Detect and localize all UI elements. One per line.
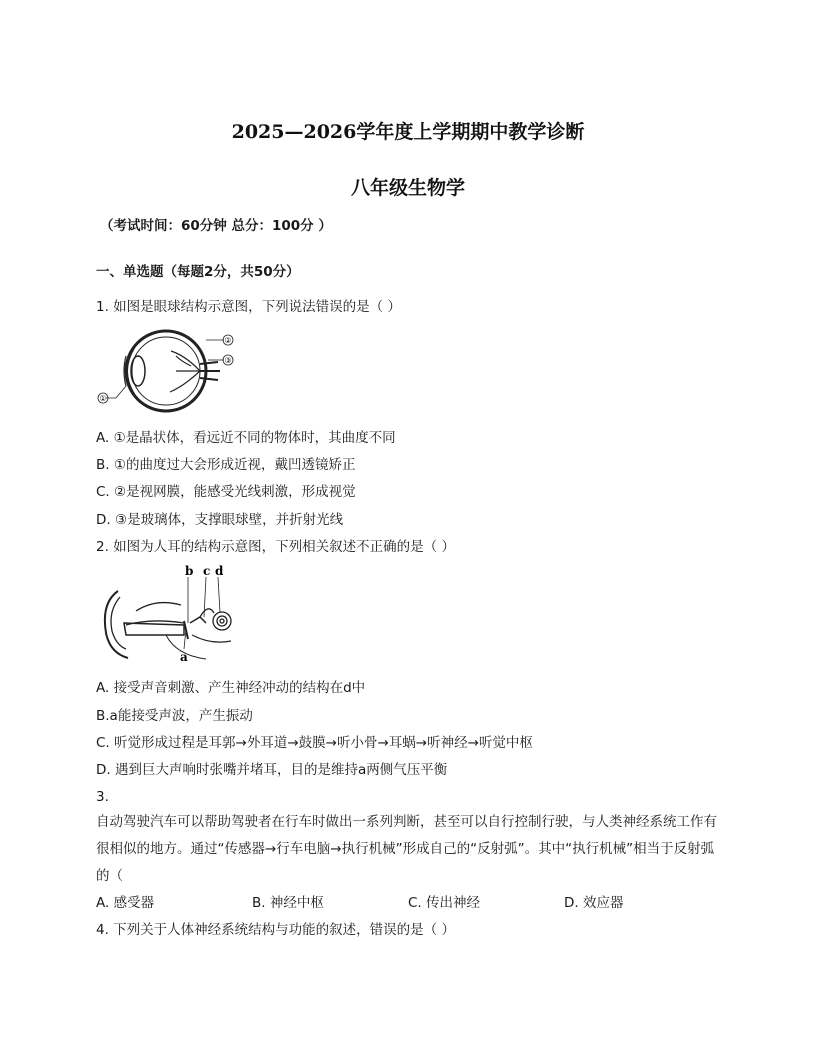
- exam-info: （考试时间：60分钟 总分：100分 ）: [100, 218, 332, 234]
- question-2-option-d: D. 遇到巨大声响时张嘴并堵耳，目的是维持a两侧气压平衡: [96, 762, 448, 778]
- question-1-stem: 1. 如图是眼球结构示意图，下列说法错误的是（ ）: [96, 299, 401, 315]
- ear-label-b: b: [185, 564, 194, 578]
- question-2-option-a: A. 接受声音刺激、产生神经冲动的结构在d中: [96, 680, 366, 696]
- question-3-number: 3.: [96, 789, 109, 805]
- question-2-option-b: B.a能接受声波，产生振动: [96, 708, 253, 724]
- question-1-option-a: A. ①是晶状体，看远近不同的物体时，其曲度不同: [96, 430, 396, 446]
- section-heading: 一、单选题（每题2分，共50分）: [96, 264, 300, 280]
- question-4-stem: 4. 下列关于人体神经系统结构与功能的叙述，错误的是（ ）: [96, 922, 455, 938]
- question-3-stem: 自动驾驶汽车可以帮助驾驶者在行车时做出一系列判断，甚至可以自行控制行驶，与人类神经系统工作有很相似的地方。通过“传感器→行车电脑→执行机械”形成自己的“反射弧”。其中“执行机械”相当于反射弧的（: [96, 814, 717, 884]
- eye-diagram: [96, 326, 246, 421]
- exam-title: 2025—2026学年度上学期期中教学诊断: [231, 121, 585, 143]
- ear-label-c: c: [203, 564, 211, 578]
- ear-diagram: [96, 563, 238, 668]
- exam-subtitle: 八年级生物学: [350, 177, 465, 199]
- question-3-option-c: C. 传出神经: [408, 895, 481, 911]
- question-3-option-d: D. 效应器: [564, 895, 624, 911]
- question-1-option-b: B. ①的曲度过大会形成近视，戴凹透镜矫正: [96, 457, 356, 473]
- question-1-option-c: C. ②是视网膜，能感受光线刺激，形成视觉: [96, 484, 356, 500]
- eye-label-2: ②: [224, 336, 232, 345]
- ear-label-d: d: [215, 564, 224, 578]
- question-3-option-a: A. 感受器: [96, 895, 155, 911]
- question-2-option-c: C. 听觉形成过程是耳郭→外耳道→鼓膜→听小骨→耳蜗→听神经→听觉中枢: [96, 735, 533, 751]
- eye-label-3: ③: [224, 356, 232, 365]
- question-2-stem: 2. 如图为人耳的结构示意图，下列相关叙述不正确的是（ ）: [96, 539, 455, 555]
- question-3-option-b: B. 神经中枢: [252, 895, 324, 911]
- question-1-option-d: D. ③是玻璃体，支撑眼球壁，并折射光线: [96, 512, 344, 528]
- eye-label-1: ①: [99, 394, 107, 403]
- ear-label-a: a: [180, 650, 188, 664]
